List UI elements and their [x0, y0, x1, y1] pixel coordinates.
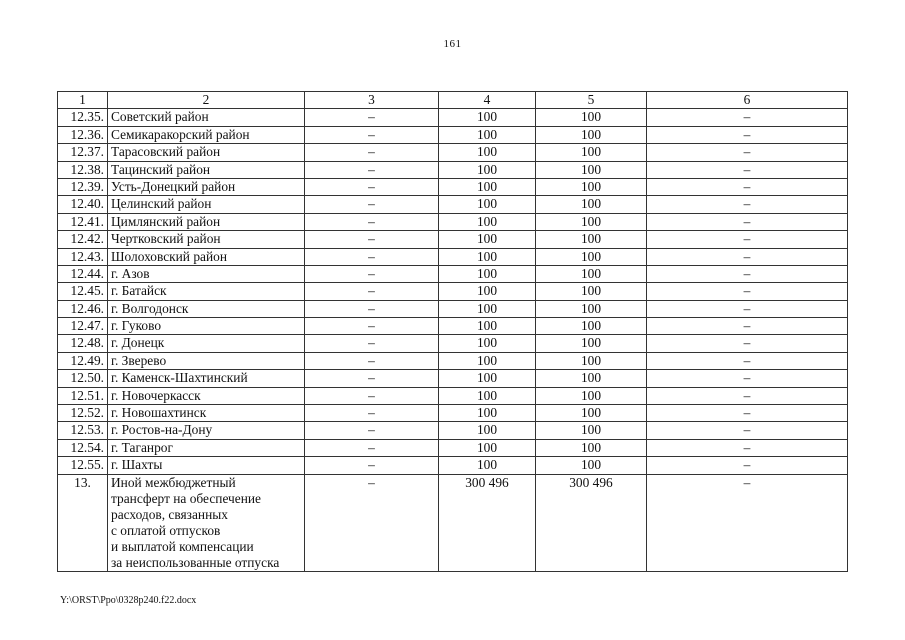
- row-name: г. Батайск: [108, 283, 305, 300]
- row-col-5: 100: [536, 126, 647, 143]
- row-name-line: за неиспользованные отпуска: [111, 554, 280, 570]
- row-col-4: 100: [439, 405, 536, 422]
- row-col-3: –: [305, 387, 439, 404]
- row-col-4: 100: [439, 352, 536, 369]
- row-col-3: –: [305, 370, 439, 387]
- row-name: Целинский район: [108, 196, 305, 213]
- row-col-5: 100: [536, 161, 647, 178]
- row-col-5: 100: [536, 283, 647, 300]
- table-row: [58, 126, 848, 143]
- row-col-4: 100: [439, 300, 536, 317]
- row-col-4: 100: [439, 318, 536, 335]
- row-col-5: 100: [536, 231, 647, 248]
- row-col-6: –: [647, 439, 848, 456]
- file-path-footer: Y:\ORST\Ppo\0328p240.f22.docx: [60, 595, 197, 606]
- row-col-6: –: [647, 231, 848, 248]
- row-name: Усть-Донецкий район: [108, 178, 305, 195]
- budget-table: [57, 91, 848, 572]
- row-number: 12.35.: [58, 109, 108, 126]
- row-name: г. Зверево: [108, 352, 305, 369]
- table-header-row: [58, 92, 848, 109]
- row-col-5: 100: [536, 196, 647, 213]
- table-body: [58, 109, 848, 571]
- row-number: 12.54.: [58, 439, 108, 456]
- row-number: 12.41.: [58, 213, 108, 230]
- row-col-6: –: [647, 422, 848, 439]
- row-number: 12.45.: [58, 283, 108, 300]
- row-number: 12.51.: [58, 387, 108, 404]
- table-row: [58, 196, 848, 213]
- row-col-3: –: [305, 300, 439, 317]
- header-col-2: 2: [108, 92, 305, 109]
- page-number: 161: [443, 38, 462, 50]
- row-col-5: 100: [536, 439, 647, 456]
- row-col-6: –: [647, 109, 848, 126]
- row-number: 12.53.: [58, 422, 108, 439]
- row-col-5: 100: [536, 144, 647, 161]
- table-row: [58, 265, 848, 282]
- header-col-6: 6: [647, 92, 848, 109]
- row-name: Шолоховский район: [108, 248, 305, 265]
- row-col-4: 100: [439, 422, 536, 439]
- row-col-5: 100: [536, 265, 647, 282]
- row-col-5: 100: [536, 335, 647, 352]
- row-col-5: 100: [536, 457, 647, 474]
- table-row: [58, 300, 848, 317]
- row-col-3: –: [305, 318, 439, 335]
- row-col-6: –: [647, 248, 848, 265]
- row-number: 12.48.: [58, 335, 108, 352]
- row-col-5: 100: [536, 422, 647, 439]
- row-col-3: –: [305, 283, 439, 300]
- row-col-5: 100: [536, 178, 647, 195]
- row-number: 12.46.: [58, 300, 108, 317]
- table-row: [58, 335, 848, 352]
- row-col-3: –: [305, 231, 439, 248]
- table-row: [58, 283, 848, 300]
- header-col-1: 1: [58, 92, 108, 109]
- row-number: 12.42.: [58, 231, 108, 248]
- row-col-3: –: [305, 405, 439, 422]
- row-col-4: 100: [439, 335, 536, 352]
- row-name: Чертковский район: [108, 231, 305, 248]
- row-col-4: 100: [439, 161, 536, 178]
- row-name: г. Азов: [108, 265, 305, 282]
- row-number: 12.49.: [58, 352, 108, 369]
- row-col-5: 100: [536, 387, 647, 404]
- row-col-4: 100: [439, 126, 536, 143]
- row-number: 12.43.: [58, 248, 108, 265]
- row-col-5: 300 496: [536, 474, 647, 571]
- row-col-4: 100: [439, 457, 536, 474]
- row-col-3: –: [305, 178, 439, 195]
- row-col-6: –: [647, 387, 848, 404]
- row-col-4: 100: [439, 265, 536, 282]
- table-row: [58, 370, 848, 387]
- row-col-3: –: [305, 265, 439, 282]
- row-col-4: 100: [439, 231, 536, 248]
- row-col-6: –: [647, 161, 848, 178]
- header-col-3: 3: [305, 92, 439, 109]
- table-row: [58, 352, 848, 369]
- row-name: г. Новочеркасск: [108, 387, 305, 404]
- row-col-5: 100: [536, 300, 647, 317]
- row-name: г. Новошахтинск: [108, 405, 305, 422]
- row-name-line: и выплатой компенсации: [111, 538, 254, 554]
- row-col-6: –: [647, 318, 848, 335]
- row-col-4: 100: [439, 439, 536, 456]
- row-col-3: –: [305, 248, 439, 265]
- row-col-6: –: [647, 213, 848, 230]
- row-col-3: –: [305, 457, 439, 474]
- row-col-6: –: [647, 352, 848, 369]
- row-col-5: 100: [536, 352, 647, 369]
- table-row-total: [58, 474, 848, 571]
- row-col-5: 100: [536, 109, 647, 126]
- row-col-4: 100: [439, 248, 536, 265]
- row-col-5: 100: [536, 318, 647, 335]
- row-number: 12.47.: [58, 318, 108, 335]
- row-name: г. Гуково: [108, 318, 305, 335]
- table-row: [58, 213, 848, 230]
- row-col-3: –: [305, 109, 439, 126]
- row-col-3: –: [305, 126, 439, 143]
- row-col-3: –: [305, 144, 439, 161]
- header-col-4: 4: [439, 92, 536, 109]
- table-row: [58, 405, 848, 422]
- row-name: г. Шахты: [108, 457, 305, 474]
- row-col-5: 100: [536, 370, 647, 387]
- table-row: [58, 109, 848, 126]
- row-name: г. Каменск-Шахтинский: [108, 370, 305, 387]
- row-col-4: 100: [439, 370, 536, 387]
- row-number: 13.: [58, 474, 108, 571]
- row-col-6: –: [647, 300, 848, 317]
- row-name: [108, 474, 305, 571]
- row-col-6: –: [647, 457, 848, 474]
- row-number: 12.39.: [58, 178, 108, 195]
- table-row: [58, 318, 848, 335]
- table-row: [58, 457, 848, 474]
- row-col-4: 300 496: [439, 474, 536, 571]
- table-row: [58, 161, 848, 178]
- row-name: Тарасовский район: [108, 144, 305, 161]
- row-col-3: –: [305, 422, 439, 439]
- table-row: [58, 248, 848, 265]
- row-col-5: 100: [536, 213, 647, 230]
- row-name-line: трансферт на обеспечение: [111, 490, 262, 506]
- table-row: [58, 387, 848, 404]
- row-col-3: –: [305, 161, 439, 178]
- row-name-line: с оплатой отпусков: [111, 522, 221, 538]
- table-row: [58, 178, 848, 195]
- row-number: 12.44.: [58, 265, 108, 282]
- table-row: [58, 439, 848, 456]
- row-col-4: 100: [439, 196, 536, 213]
- row-col-6: –: [647, 335, 848, 352]
- row-name: Тацинский район: [108, 161, 305, 178]
- row-col-6: –: [647, 370, 848, 387]
- row-col-3: –: [305, 335, 439, 352]
- row-col-3: –: [305, 474, 439, 571]
- row-col-5: 100: [536, 248, 647, 265]
- row-col-4: 100: [439, 387, 536, 404]
- row-col-3: –: [305, 352, 439, 369]
- row-number: 12.50.: [58, 370, 108, 387]
- row-name: г. Ростов-на-Дону: [108, 422, 305, 439]
- row-col-4: 100: [439, 144, 536, 161]
- row-name-line: расходов, связанных: [111, 506, 228, 522]
- row-col-4: 100: [439, 283, 536, 300]
- row-col-6: –: [647, 144, 848, 161]
- row-col-4: 100: [439, 213, 536, 230]
- row-col-6: –: [647, 196, 848, 213]
- row-number: 12.40.: [58, 196, 108, 213]
- row-col-6: –: [647, 474, 848, 571]
- row-number: 12.38.: [58, 161, 108, 178]
- row-number: 12.55.: [58, 457, 108, 474]
- row-col-6: –: [647, 126, 848, 143]
- table-row: [58, 231, 848, 248]
- row-col-6: –: [647, 265, 848, 282]
- row-name: г. Волгодонск: [108, 300, 305, 317]
- row-col-4: 100: [439, 109, 536, 126]
- row-col-3: –: [305, 213, 439, 230]
- row-col-3: –: [305, 196, 439, 213]
- row-name: Советский район: [108, 109, 305, 126]
- row-number: 12.52.: [58, 405, 108, 422]
- row-col-6: –: [647, 405, 848, 422]
- row-name: г. Таганрог: [108, 439, 305, 456]
- header-col-5: 5: [536, 92, 647, 109]
- row-name: Семикаракорский район: [108, 126, 305, 143]
- row-name: Цимлянский район: [108, 213, 305, 230]
- row-col-4: 100: [439, 178, 536, 195]
- row-col-6: –: [647, 283, 848, 300]
- row-number: 12.37.: [58, 144, 108, 161]
- table-row: [58, 422, 848, 439]
- row-number: 12.36.: [58, 126, 108, 143]
- row-col-3: –: [305, 439, 439, 456]
- row-col-5: 100: [536, 405, 647, 422]
- table-row: [58, 144, 848, 161]
- row-name-line: Иной межбюджетный: [111, 474, 236, 490]
- row-col-6: –: [647, 178, 848, 195]
- row-name: г. Донецк: [108, 335, 305, 352]
